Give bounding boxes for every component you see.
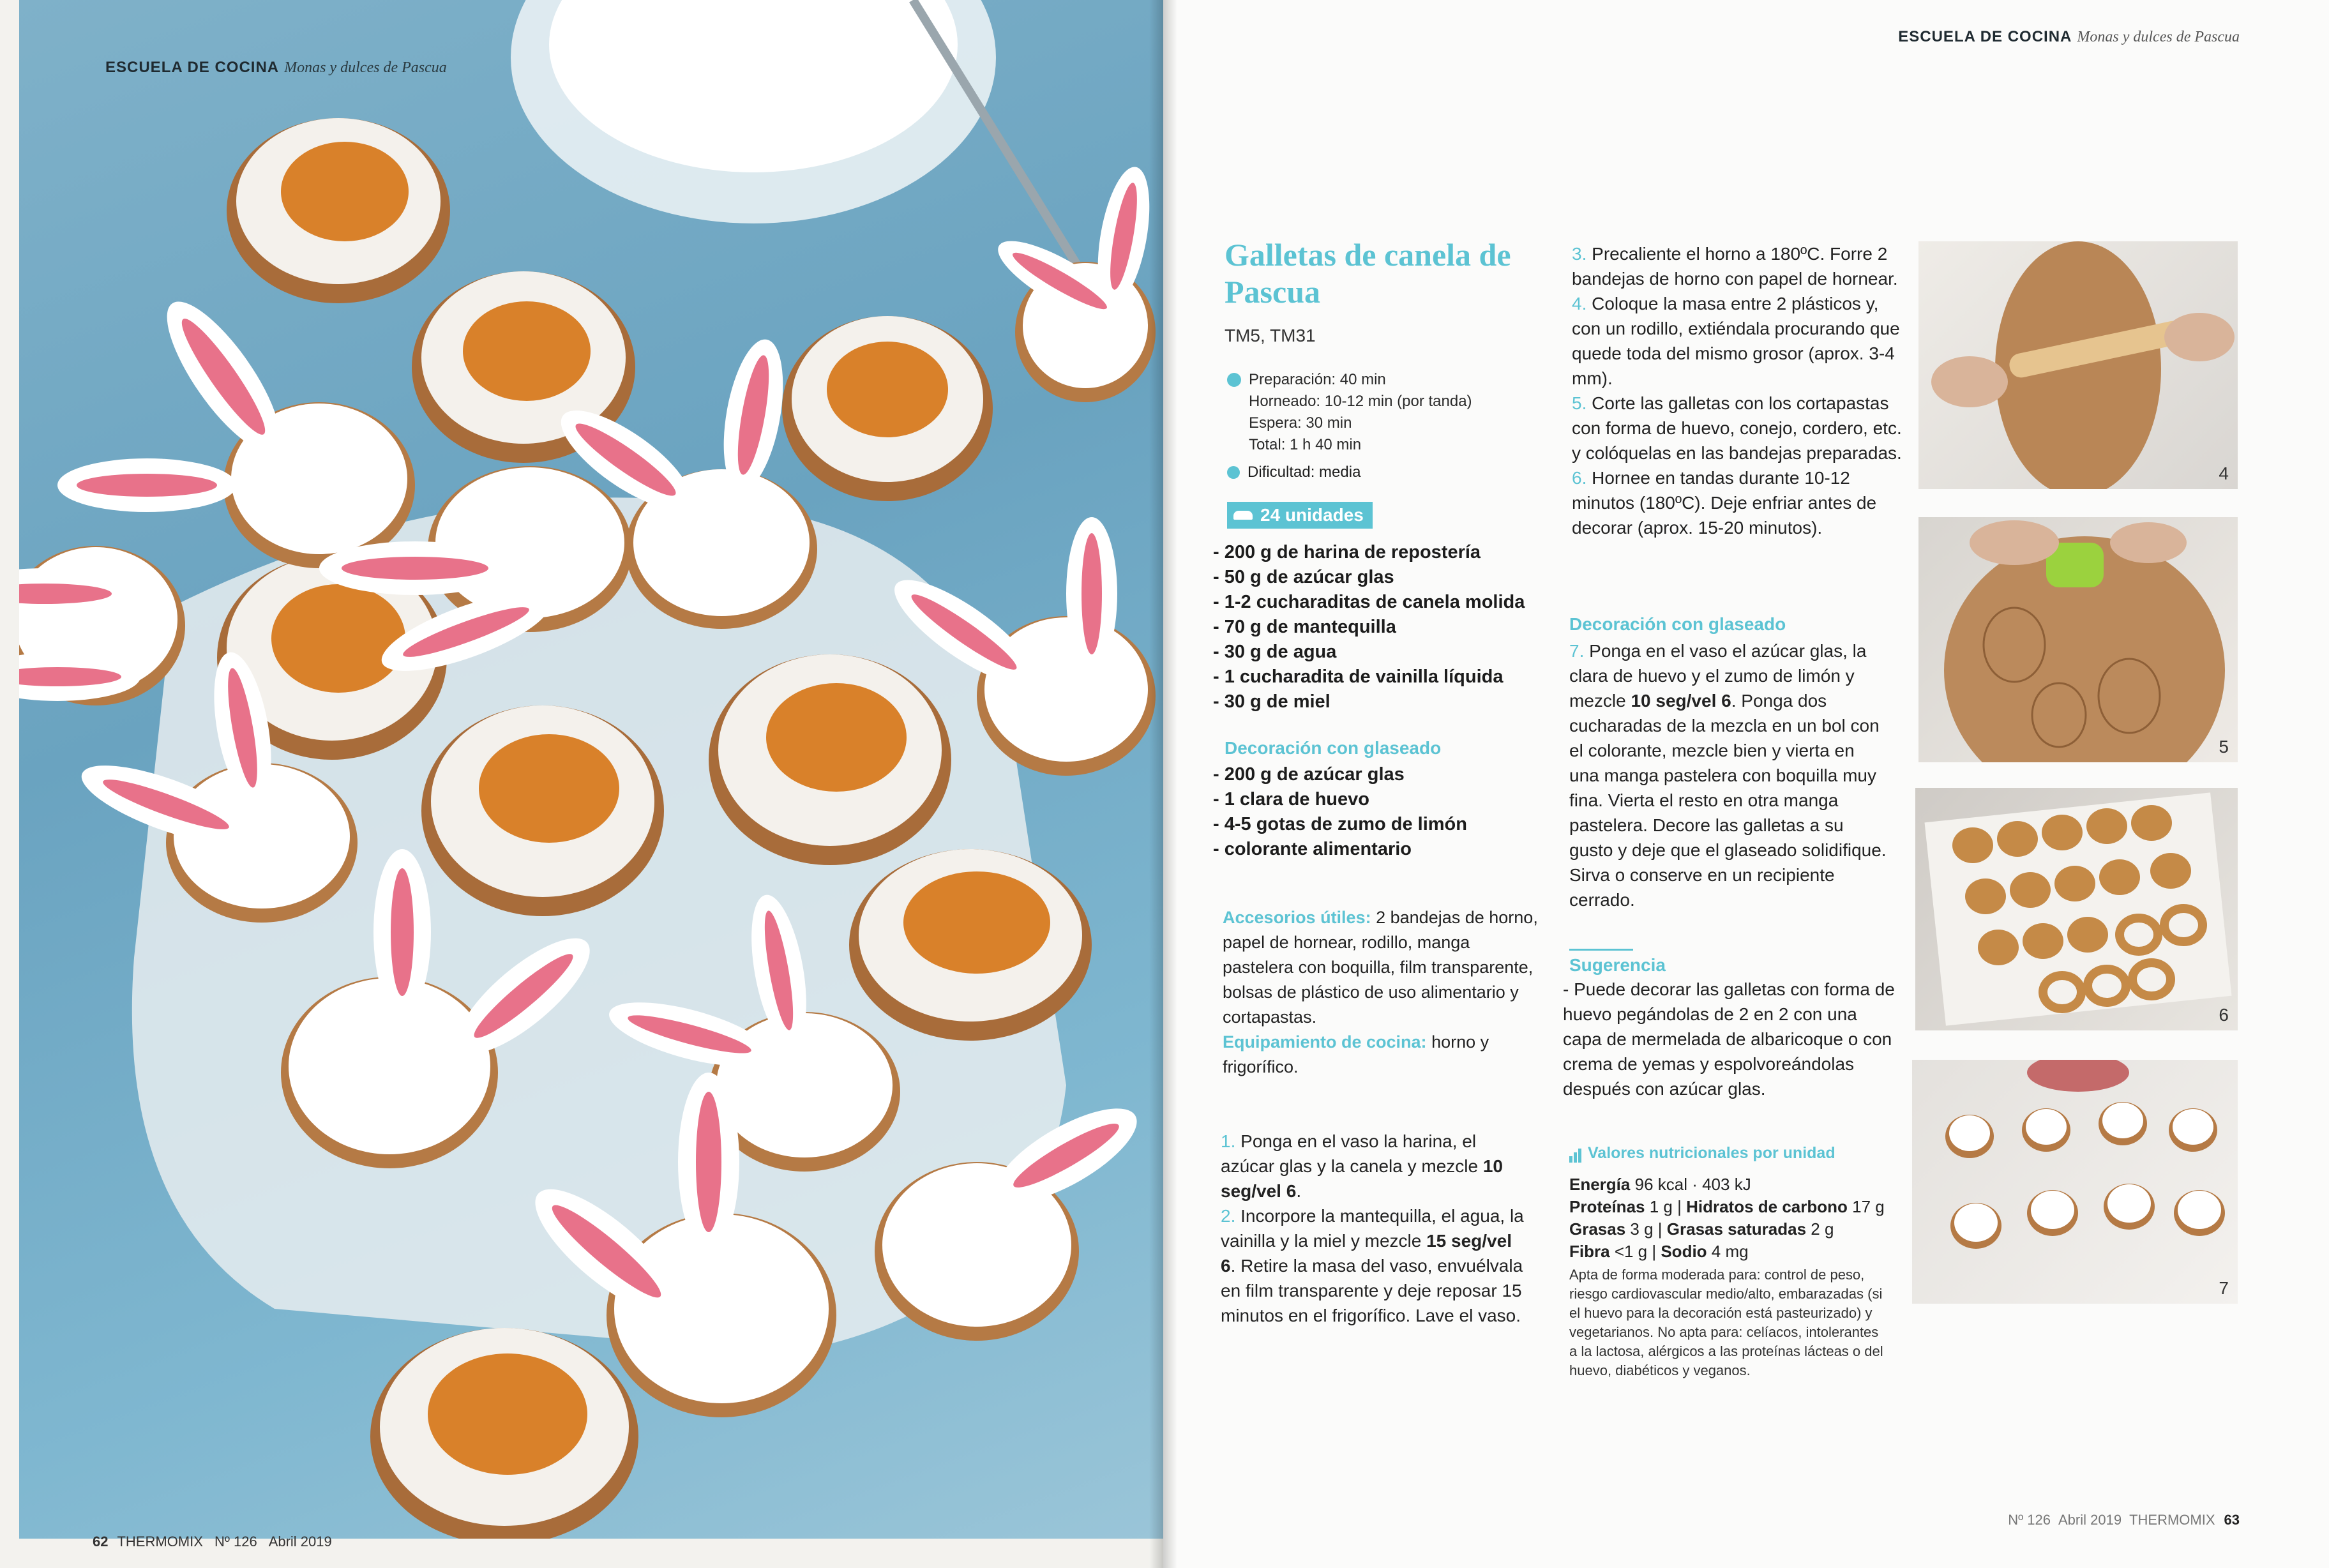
ingredient-item: - 70 g de mantequilla [1213, 615, 1525, 640]
bunny-cookie [19, 546, 185, 705]
step-5: 5. Corte las galletas con los cortapastas con forma de huevo, conejo, cordero, etc. y colóquelas en las bandejas preparadas. [1572, 393, 1902, 463]
baking-tray-illustration [1915, 788, 2238, 1030]
page-footer-left [93, 1534, 343, 1550]
page-footer-right [2000, 1512, 2240, 1528]
ingredient-item: - colorante alimentario [1213, 837, 1467, 862]
suggestion-heading: Sugerencia [1569, 955, 1666, 975]
left-page [0, 0, 1163, 1568]
thermomix-models: TM5, TM31 [1225, 326, 1316, 345]
section-header [105, 59, 447, 77]
ingredient-item: - 1 clara de huevo [1213, 787, 1467, 812]
tray-icon [1233, 511, 1253, 520]
dietary-note: Apta de forma moderada para: control de peso, riesgo cardiovascular medio/alto, embarazadas (si el huevo para la decoración está pasteurizado) y vegetarianos. No apta para: celíacos, intolerantes a la lactosa, alérgicos a las proteínas lácteas o del huevo, diabéticos y veganos. [1569, 1267, 1883, 1378]
ingredient-item: - 1-2 cucharaditas de canela molida [1213, 590, 1525, 615]
recipe-title: Galletas de canela de Pascua [1225, 237, 1511, 310]
step-photo-baking-tray [1915, 788, 2238, 1030]
steps-column-1 [1221, 1129, 1527, 1328]
wait-time: Espera: 30 min [1249, 414, 1352, 432]
cookies-photo [19, 0, 1163, 1539]
total-time: Total: 1 h 40 min [1249, 436, 1362, 453]
egg-cookie [421, 705, 664, 916]
ingredient-item: - 1 cucharadita de vainilla líquida [1213, 665, 1525, 690]
ingredient-item: - 200 g de harina de repostería [1213, 540, 1525, 565]
bunny-cookie [988, 163, 1159, 402]
section-header-right [1898, 28, 2240, 46]
nutrition-values: Energía 96 kcal · 403 kJ Proteínas 1 g | Hidratos de carbono 17 g Grasas 3 g | Grasas saturadas 2 g Fibra <1 g | Sodio 4 mg [1569, 1175, 1885, 1261]
section-title: ESCUELA DE COCINA [1898, 28, 2072, 45]
ingredient-item: - 200 g de azúcar glas [1213, 762, 1467, 787]
section-subtitle: Monas y dulces de Pascua [284, 59, 447, 76]
decoration-ingredients-list [1213, 762, 1467, 862]
cookies-illustration [19, 0, 1163, 1539]
bake-time: Horneado: 10-12 min (por tanda) [1249, 393, 1472, 410]
photo-number: 6 [2219, 1005, 2229, 1025]
ingredient-item: - 30 g de agua [1213, 640, 1525, 665]
ingredient-item: - 4-5 gotas de zumo de limón [1213, 812, 1467, 837]
egg-cookie [849, 849, 1092, 1041]
step-7: 7. Ponga en el vaso el azúcar glas, la clara de huevo y el zumo de limón y mezcle 10 seg/vel 6. Ponga dos cucharadas de la mezcla en un bol con el colorante, mezcle bien y vierta en una manga pastelera con boquilla muy fina. Vierta el resto en otra manga pastelera. Decore las galletas a su gusto y deje que el glaseado solidifique. Sirva o conserve en un recipiente cerrado. [1569, 641, 1887, 910]
difficulty [1227, 464, 1360, 481]
egg-cookie [709, 654, 951, 865]
equipment-text: horno y frigorífico. [1223, 1032, 1489, 1076]
prep-time: Preparación: 40 min [1249, 371, 1386, 388]
suggestion-rule [1569, 949, 1633, 951]
section-title: ESCUELA DE COCINA [105, 59, 280, 76]
photo-number: 4 [2219, 464, 2229, 483]
nutrition-heading [1569, 1144, 1835, 1163]
difficulty-text: Dificultad: media [1247, 464, 1361, 481]
bunny-cookie [57, 287, 415, 568]
step-photo-rolling-dough [1918, 241, 2238, 489]
step-4: 4. Coloque la masa entre 2 plásticos y, con un rodillo, extiéndala procurando que quede toda del mismo grosor (aprox. 3-4 mm). [1572, 294, 1900, 388]
step-photo-decorating [1912, 1060, 2238, 1304]
magazine-name: THERMOMIX [117, 1534, 203, 1549]
servings-badge [1227, 502, 1373, 529]
decorating-illustration [1912, 1060, 2238, 1304]
photo-number: 5 [2219, 737, 2229, 757]
rolling-dough-illustration [1918, 241, 2238, 489]
accessories-block [1223, 905, 1542, 1080]
cutting-cookies-illustration [1918, 517, 2238, 762]
magazine-name: THERMOMIX [2129, 1512, 2215, 1528]
photo-number: 7 [2219, 1278, 2229, 1298]
step-photo-cutting-cookies [1918, 517, 2238, 762]
accessories-label: Accesorios útiles: [1223, 908, 1371, 927]
clock-icon [1227, 373, 1241, 387]
issue-number: Nº 126 [2008, 1512, 2051, 1528]
egg-cookie [782, 316, 993, 501]
suggestion-text: - Puede decorar las galletas con forma de huevo pegándolas de 2 en 2 con una capa de mermelada de albaricoque o con crema de yemas y espolvoreándolas después con azúcar glas. [1563, 979, 1895, 1099]
recipe-times [1227, 369, 1472, 456]
step-1: 1. Ponga en el vaso la harina, el azúcar glas y la canela y mezcle 10 seg/vel 6. [1221, 1131, 1504, 1201]
ingredient-item: - 50 g de azúcar glas [1213, 565, 1525, 590]
servings-text: 24 unidades [1260, 505, 1364, 525]
step-6: 6. Hornee en tandas durante 10-12 minutos (180ºC). Deje enfriar antes de decorar (aprox. 15-20 minutos). [1572, 468, 1877, 538]
ingredient-item: - 30 g de miel [1213, 690, 1525, 714]
step-2: 2. Incorpore la mantequilla, el agua, la vainilla y la miel y mezcle 15 seg/vel 6. Retire la masa del vaso, envuélvala en film transparente y deje reposar 15 minutos en el frigorífico. Lave el vaso. [1221, 1206, 1524, 1325]
decoration-steps-heading: Decoración con glaseado [1569, 614, 1786, 634]
page-number: 63 [2224, 1512, 2240, 1528]
accessories-text: 2 bandejas de horno, papel de hornear, rodillo, manga pastelera con boquilla, film transparente, bolsas de plástico de uso alimentario y cortapastas. [1223, 908, 1538, 1027]
bar-chart-icon [1569, 1149, 1581, 1163]
issue-number: Nº 126 [214, 1534, 257, 1549]
issue-date: Abril 2019 [2058, 1512, 2122, 1528]
issue-date: Abril 2019 [268, 1534, 332, 1549]
egg-cookie [227, 118, 450, 303]
steps-column-2 [1572, 241, 1904, 540]
egg-cookie [370, 1328, 638, 1539]
page-gutter [1149, 0, 1177, 1568]
decoration-heading: Decoración con glaseado [1225, 738, 1442, 758]
nutrition-title: Valores nutricionales por unidad [1588, 1144, 1835, 1162]
section-subtitle: Monas y dulces de Pascua [2077, 29, 2240, 45]
equipment-label: Equipamiento de cocina: [1223, 1032, 1427, 1052]
step-3: 3. Precaliente el horno a 180ºC. Forre 2 bandejas de horno con papel de hornear. [1572, 244, 1898, 289]
page-number: 62 [93, 1534, 109, 1549]
chef-hat-icon [1227, 466, 1240, 479]
ingredients-list [1213, 540, 1525, 714]
